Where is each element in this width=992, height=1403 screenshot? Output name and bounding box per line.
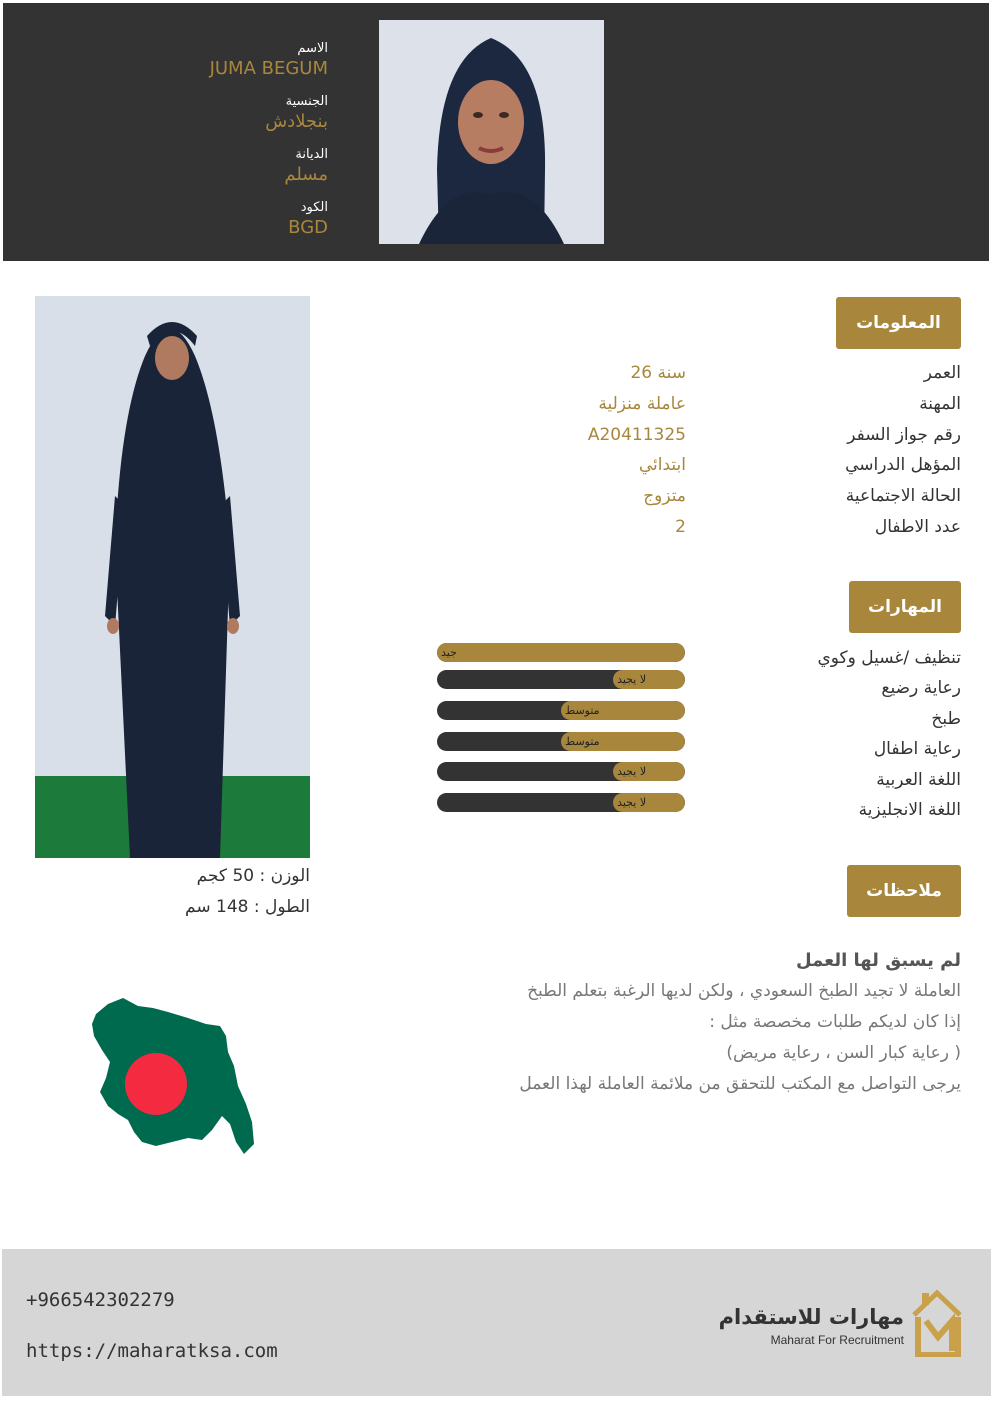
skill-level-text: لا يجيد bbox=[617, 673, 647, 686]
code-value: BGD bbox=[288, 217, 328, 238]
phone-number[interactable]: +966542302279 bbox=[26, 1289, 175, 1311]
skill-level-fill bbox=[437, 643, 685, 662]
skill-label: اللغة العربية bbox=[876, 770, 961, 790]
logo-arabic-text: مهارات للاستقدام bbox=[718, 1305, 904, 1329]
passport-label: رقم جواز السفر bbox=[847, 425, 961, 445]
nationality-label: الجنسية bbox=[285, 94, 328, 109]
job-label: المهنة bbox=[919, 394, 961, 414]
children-value: 2 bbox=[675, 517, 686, 537]
skill-level-bar bbox=[437, 793, 685, 812]
education-label: المؤهل الدراسي bbox=[845, 455, 961, 475]
notes-section-button[interactable]: ملاحظات bbox=[847, 865, 961, 917]
skill-label: رعاية اطفال bbox=[873, 739, 961, 759]
marital-value: متزوج bbox=[643, 486, 686, 506]
skill-label: اللغة الانجليزية bbox=[858, 800, 961, 820]
notes-title: لم يسبق لها العمل bbox=[796, 950, 961, 971]
bangladesh-flag-map bbox=[88, 996, 256, 1156]
skill-level-text: لا يجيد bbox=[617, 765, 647, 778]
marital-label: الحالة الاجتماعية bbox=[845, 486, 961, 506]
name-label: الاسم bbox=[297, 41, 328, 56]
portrait-photo bbox=[379, 20, 604, 244]
notes-line: ( رعاية كبار السن ، رعاية مريض) bbox=[726, 1043, 961, 1063]
nationality-value: بنجلادش bbox=[265, 111, 328, 132]
religion-label: الديانة bbox=[295, 147, 328, 162]
skill-level-bar bbox=[437, 670, 685, 689]
skill-label: تنظيف /غسيل وكوي bbox=[817, 648, 961, 668]
logo-house-icon bbox=[908, 1287, 966, 1357]
skill-label: رعاية رضيع bbox=[881, 678, 961, 698]
skill-level-text: جيد bbox=[441, 646, 457, 659]
notes-line: العاملة لا تجيد الطبخ السعودي ، ولكن لديها الرغبة بتعلم الطبخ bbox=[527, 981, 961, 1001]
skill-level-bar bbox=[437, 732, 685, 751]
age-label: العمر bbox=[923, 363, 961, 383]
profile-header bbox=[3, 3, 989, 261]
height-text: الطول : 148 سم bbox=[185, 897, 310, 917]
skill-level-bar bbox=[437, 701, 685, 720]
skill-level-bar bbox=[437, 762, 685, 781]
skills-section-button[interactable]: المهارات bbox=[849, 581, 961, 633]
job-value: عاملة منزلية bbox=[598, 394, 686, 414]
company-logo bbox=[718, 1285, 972, 1365]
weight-text: الوزن : 50 كجم bbox=[196, 866, 310, 886]
code-label: الكود bbox=[300, 200, 328, 215]
info-section-button[interactable]: المعلومات bbox=[836, 297, 961, 349]
religion-value: مسلم bbox=[284, 164, 328, 185]
passport-value: A20411325 bbox=[587, 425, 686, 445]
skill-level-text: متوسط bbox=[565, 704, 600, 717]
skill-label: طبخ bbox=[931, 709, 961, 729]
age-value: 26 سنة bbox=[630, 363, 686, 383]
notes-line: يرجى التواصل مع المكتب للتحقق من ملائمة العاملة لهذا العمل bbox=[519, 1074, 961, 1094]
logo-english-text: Maharat For Recruitment bbox=[770, 1333, 904, 1347]
skill-level-text: متوسط bbox=[565, 735, 600, 748]
skill-level-text: لا يجيد bbox=[617, 796, 647, 809]
footer bbox=[2, 1249, 991, 1396]
name-value: JUMA BEGUM bbox=[209, 58, 328, 79]
skill-level-bar bbox=[437, 643, 685, 662]
education-value: ابتدائي bbox=[638, 455, 686, 475]
children-label: عدد الاطفال bbox=[874, 517, 961, 537]
website-link[interactable]: https://maharatksa.com bbox=[26, 1340, 278, 1362]
notes-body bbox=[421, 946, 961, 1100]
full-body-photo bbox=[35, 296, 310, 858]
notes-line: إذا كان لديكم طلبات مخصصة مثل : bbox=[709, 1012, 961, 1032]
header-fields bbox=[28, 41, 328, 240]
